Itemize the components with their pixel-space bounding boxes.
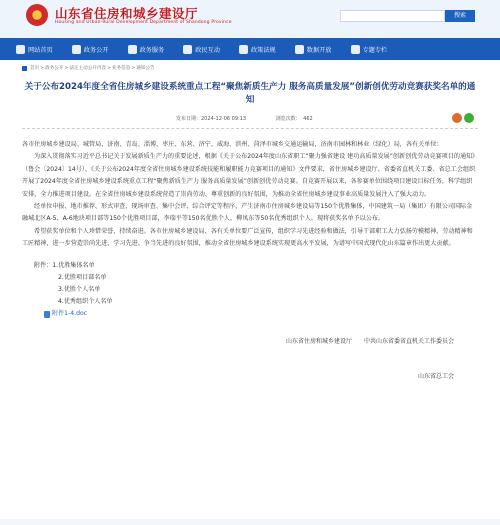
nav-item-interaction[interactable] [183,45,220,54]
article-body [0,129,500,383]
document-icon [72,45,81,54]
body-paragraph: 为深入贯彻落实习近平总书记关于发展新质生产力的重要论述，根据《关于公布2024年度山东省职工“聚力强省建设 建功高质量发展”创新创优劳动竞赛项目的通知》（鲁会〔2024〕14号）、《关于公布2024年度全省住房城乡建设系统技能和履职能力竞赛项目的通知》文件要求，省住房城乡建设厅、省委省直机关工委、省总工会组织开展了2024年度全省住房城乡建设系统重点工程“聚焦新质生产力 服务高质量发展”创新创优劳动竞赛。自竞赛开展以来，各参赛单位围绕项目建设目标任务，科学组织安排，全力推进项目建设。在全省住房城乡建设系统营造了崇尚劳动、尊重创新的良好氛围，为推动全省住房城乡建设事业高质量发展注入了强大动力。 [22,153,476,198]
nav-label: 政民互动 [195,46,220,54]
nav-item-open-data[interactable] [295,45,332,54]
nav-label: 政务公开 [83,46,109,54]
attachments-list [22,260,478,321]
nav-item-services[interactable] [128,45,165,54]
weibo-share-icon[interactable] [452,113,462,123]
recipients: 各市住房城乡建设局、城管局，济南、青岛、淄博、枣庄、东营、济宁、威海、滨州、菏泽市城乡交通运输局，济南市园林和林业（绿化）局，各有关单位： [22,141,443,148]
nav-item-government-affairs[interactable] [72,45,109,54]
breadcrumb-notices[interactable]: 通知公告 [136,66,155,71]
site-header [0,0,500,38]
attachment-filename[interactable]: 附件1-4.doc [52,310,88,318]
wechat-share-icon[interactable] [464,113,474,123]
national-emblem-icon [26,4,48,26]
nav-label: 专题专栏 [362,46,388,54]
article-title: 关于公布2024年度全省住房城乡建设系统重点工程“聚焦新质生产力 服务高质量发展”创新创优劳动竞赛获奖名单的通知 [24,82,476,105]
service-icon [128,45,137,54]
chart-icon [295,45,304,54]
attachment-download-link[interactable] [34,308,478,320]
site-logo-title[interactable]: 山东省住房和城乡建设厅 [55,6,199,21]
folder-icon [351,45,360,54]
nav-item-regulations[interactable] [239,45,276,54]
breadcrumb-business-info[interactable]: 业务信息 [111,66,131,71]
location-icon [22,66,27,71]
scale-icon [239,45,248,54]
share-bar [452,113,474,123]
chat-icon [183,45,192,54]
nav-label: 政策法规 [251,46,276,54]
article-meta [22,107,478,129]
breadcrumb: 首页 > 政务公开 > 法定主动公开内容 > 业务信息 > 通知公告 [0,60,500,76]
breadcrumb-home[interactable]: 首页 [30,66,40,71]
publish-date: 发布日期：2024-12-06 09:13 [176,116,247,122]
signature-block [22,335,478,383]
view-count: 浏览次数： 462 [275,116,313,122]
attachment-item: 2.优胜项目部名单 [58,273,107,281]
attachment-item: 3.优胜个人名单 [58,286,101,294]
search-button[interactable]: 搜索 [445,10,475,22]
doc-file-icon [44,311,50,318]
nav-item-special-topics[interactable] [351,45,388,54]
breadcrumb-public-content[interactable]: 法定主动公开内容 [69,66,107,71]
site-logo-subtitle: Housing and Urban-Rural Development Department of Shandong Province [55,20,232,25]
signer-organizations: 山东省住房和城乡建设厅 中共山东省委省直机关工作委员会 [285,337,454,345]
home-icon [16,45,25,54]
main-nav [0,38,500,60]
attachment-item: 4.优秀组织个人名单 [58,298,113,306]
body-paragraph: 希望获奖单位和个人珍惜荣誉、持续奋进。各市住房城乡建设局、各有关单位要广泛宣传，组织学习先进经验和做法，引导干部职工大力弘扬劳模精神、劳动精神和工匠精神，进一步营造崇尚先进、学习先进、争当先进的良好氛围，推动全省住房城乡建设系统实现更高水平发展，为谱写中国式现代化山东篇章作出更大贡献。 [22,227,473,248]
signer-organization: 山东省总工会 [417,372,454,380]
nav-label: 网站首页 [28,46,53,54]
nav-label: 政务服务 [139,46,165,54]
attachment-item: 附件：1.优胜集体名单 [34,261,95,269]
body-paragraph: 经单位申报、地市推荐、形式审查、现场审查、集中会评、综合评定等程序，产生济南市住房城乡建设局等150个优胜集体，中国建筑一局（集团）有限公司国际金融城北区A-5、A-6地块项目部等150个优胜项目部，李瑞平等150名优胜个人，柳凤东等50名优秀组织个人。现将获奖名单予以公布。 [22,203,473,223]
nav-label: 数据开放 [306,46,332,54]
search-input[interactable] [340,10,445,22]
breadcrumb-government-affairs[interactable]: 政务公开 [45,66,64,71]
page-footer-strip [0,519,500,525]
nav-item-home[interactable] [16,45,53,54]
